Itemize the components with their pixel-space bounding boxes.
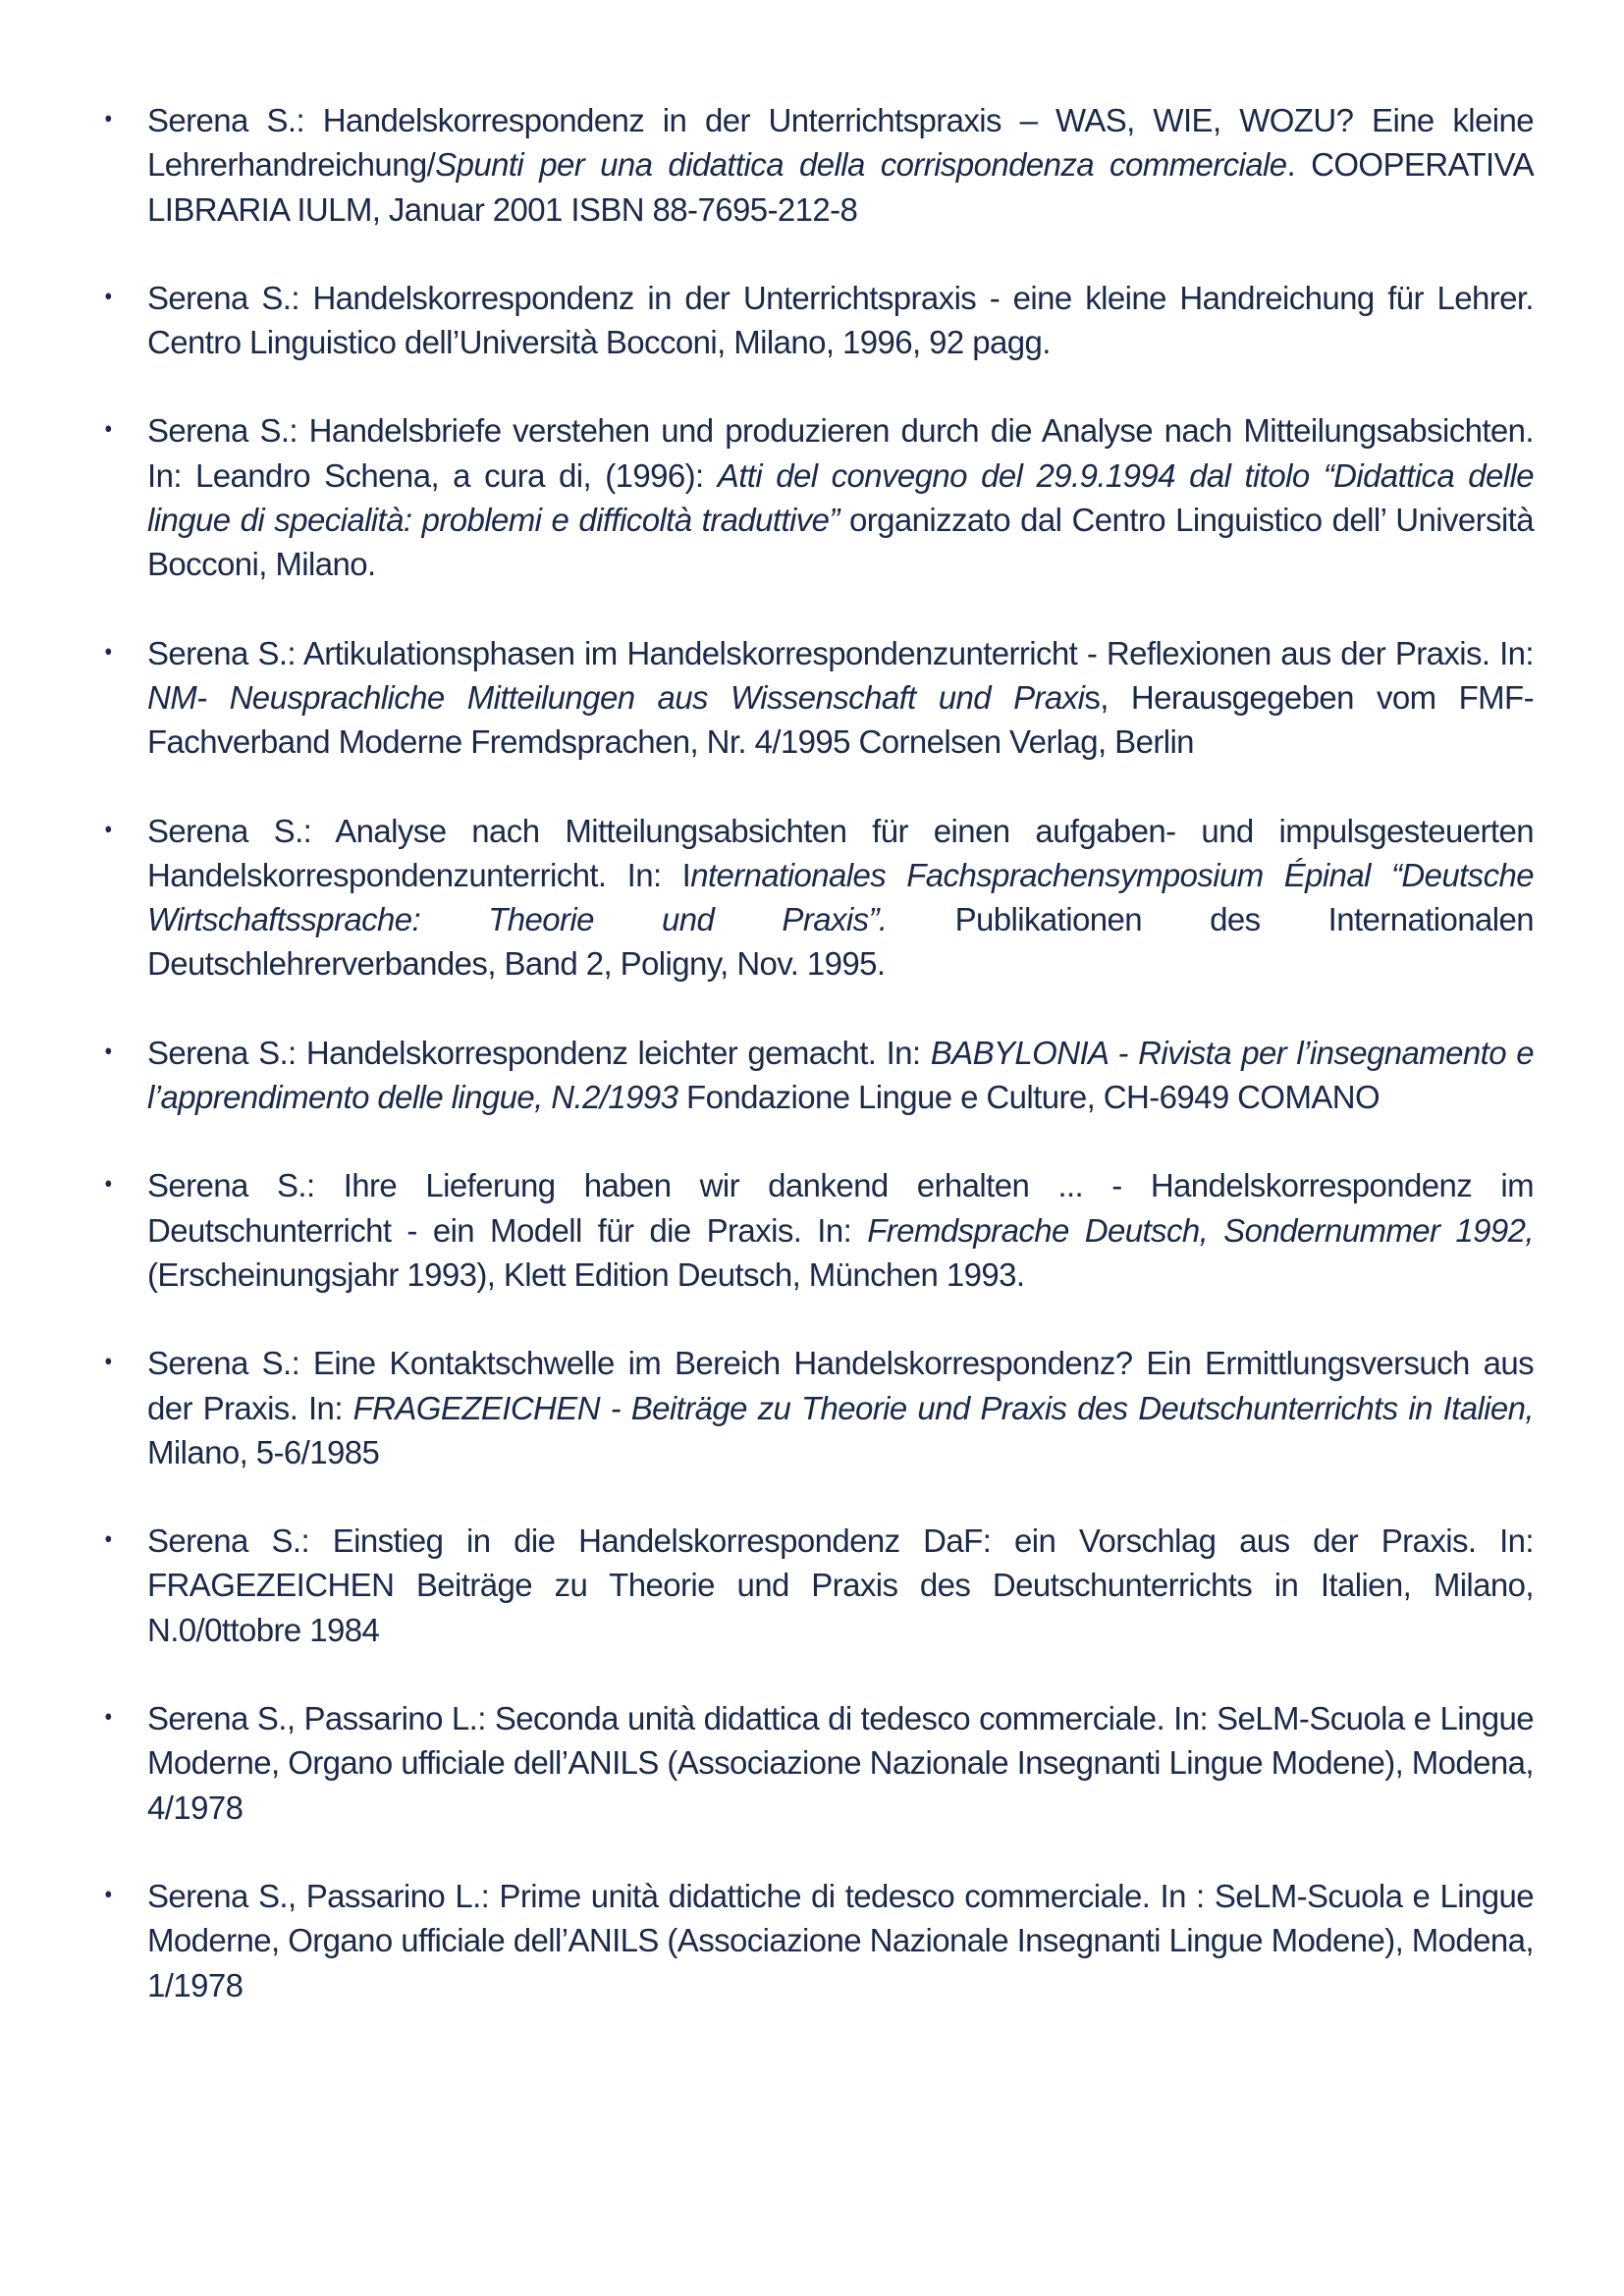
entry-text: organizzato dal Centro Linguistico dell’ Università Bocconi, Milano. — [147, 502, 1534, 583]
entry-text: Serena S., Passarino L.: Prime unità didattiche di tedesco commerciale. In : SeLM-Scuola e Lingue Moderne, Organo ufficiale dell’ANILS (Associazione Nazionale Insegnanti Lingue Modene), Modena, 1/1978 — [147, 1877, 1534, 2003]
entry-text: Publikationen des Internationalen Deutschlehrerverbandes, Band 2, Poligny, Nov. 1995. — [147, 901, 1534, 983]
bullet-icon: • — [102, 1528, 114, 1554]
entry-text: Serena S.: Eine Kontaktschwelle im Bereich Handelskorrespondenz? Ein Ermittlungsversuch aus der Praxis. In: — [147, 1345, 1534, 1426]
list-item — [102, 809, 1534, 987]
entry-text: Serena S.: Ihre Lieferung haben wir dankend erhalten ... - Handelskorrespondenz im Deutschunterricht - ein Modell für die Praxis. In: — [147, 1167, 1534, 1249]
entry-text: Milano, 5-6/1985 — [147, 1433, 380, 1470]
bullet-icon: • — [102, 1351, 114, 1376]
entry-title: FRAGEZEICHEN - Beiträge zu Theorie und Praxis des Deutschunterrichts in Italien, — [352, 1389, 1534, 1426]
entry-text: Serena S.: Artikulationsphasen im Handelskorrespondenzunterricht - Reflexionen aus der Praxis. In: — [147, 634, 1534, 671]
entry-title: Spunti per una didattica della corrispondenza commerciale — [435, 146, 1287, 184]
bullet-icon: • — [102, 1706, 114, 1732]
entry-text: . COOPERATIVA LIBRARIA IULM, Januar 2001 ISBN 88-7695-212-8 — [147, 146, 1534, 228]
bullet-icon: • — [102, 285, 114, 310]
bullet-icon: • — [102, 818, 114, 843]
list-item — [102, 276, 1534, 365]
list-item — [102, 98, 1534, 232]
list-item — [102, 1696, 1534, 1830]
entry-text: Serena S.: Handelskorrespondenz leichter gemacht. In: — [147, 1034, 931, 1071]
bullet-icon: • — [102, 418, 114, 444]
entry-text: Serena S.: Analyse nach Mitteilungsabsichten für einen aufgaben- und impulsgesteuerten Handelskorrespondenzunterricht. In: I — [147, 812, 1534, 893]
list-item — [102, 1519, 1534, 1652]
entry-text: Fondazione Lingue e Culture, CH-6949 COMANO — [677, 1079, 1380, 1116]
entry-text: s, Herausgegeben vom FMF-Fachverband Moderne Fremdsprachen, Nr. 4/1995 Cornelsen Verlag, Berlin — [147, 678, 1534, 761]
list-item — [102, 1874, 1534, 2007]
entry-text: Serena S.: Einstieg in die Handelskorrespondenz DaF: ein Vorschlag aus der Praxis. In: FRAGEZEICHEN Beiträge zu Theorie und Praxis des Deutschunterrichts in Italien, Milano, N.0/0ttobre 1984 — [147, 1522, 1534, 1648]
entry-text: Serena S.: Handelskorrespondenz in der Unterrichtspraxis - eine kleine Handreichung für Lehrer. Centro Linguistico dell’Università Bocconi, Milano, 1996, 92 pagg. — [147, 279, 1534, 361]
bullet-icon: • — [102, 1883, 114, 1908]
entry-title: nternationales Fachsprachensymposium Épinal “Deutsche Wirtschaftssprache: Theorie und Praxis”. — [147, 856, 1534, 938]
bullet-icon: • — [102, 1173, 114, 1199]
bullet-icon: • — [102, 1040, 114, 1065]
entry-title: Atti del convegno del 29.9.1994 dal titolo “Didattica delle lingue di specialità: problemi e difficoltà traduttive” — [147, 456, 1534, 539]
list-item — [102, 1031, 1534, 1120]
list-item — [102, 408, 1534, 586]
bibliography-list — [102, 98, 1534, 2052]
list-item — [102, 1163, 1534, 1297]
entry-text: Serena S.: Handelsbriefe verstehen und produzieren durch die Analyse nach Mitteilungsabsichten. In: Leandro Schena, a cura di, (1996): — [147, 412, 1534, 494]
bullet-icon: • — [102, 108, 114, 133]
entry-title: BABYLONIA - Rivista per l’insegnamento e l’apprendimento delle lingue, N.2/1993 — [147, 1034, 1534, 1116]
entry-title: NM- Neusprachliche Mitteilungen aus Wissenschaft und Praxi — [147, 678, 1085, 716]
bullet-icon: • — [102, 640, 114, 666]
entry-title: Fremdsprache Deutsch, Sondernummer 1992, — [867, 1211, 1534, 1249]
entry-text: Serena S.: Handelskorrespondenz in der Unterrichtspraxis – WAS, WIE, WOZU? Eine kleine Lehrerhandreichung/ — [147, 102, 1534, 184]
list-item — [102, 1341, 1534, 1474]
entry-text: Serena S., Passarino L.: Seconda unità didattica di tedesco commerciale. In: SeLM-Scuola e Lingue Moderne, Organo ufficiale dell’ANILS (Associazione Nazionale Insegnanti Lingue Modene), Modena, 4/1978 — [147, 1700, 1534, 1826]
entry-text: (Erscheinungsjahr 1993), Klett Edition Deutsch, München 1993. — [147, 1255, 1025, 1293]
list-item — [102, 631, 1534, 765]
